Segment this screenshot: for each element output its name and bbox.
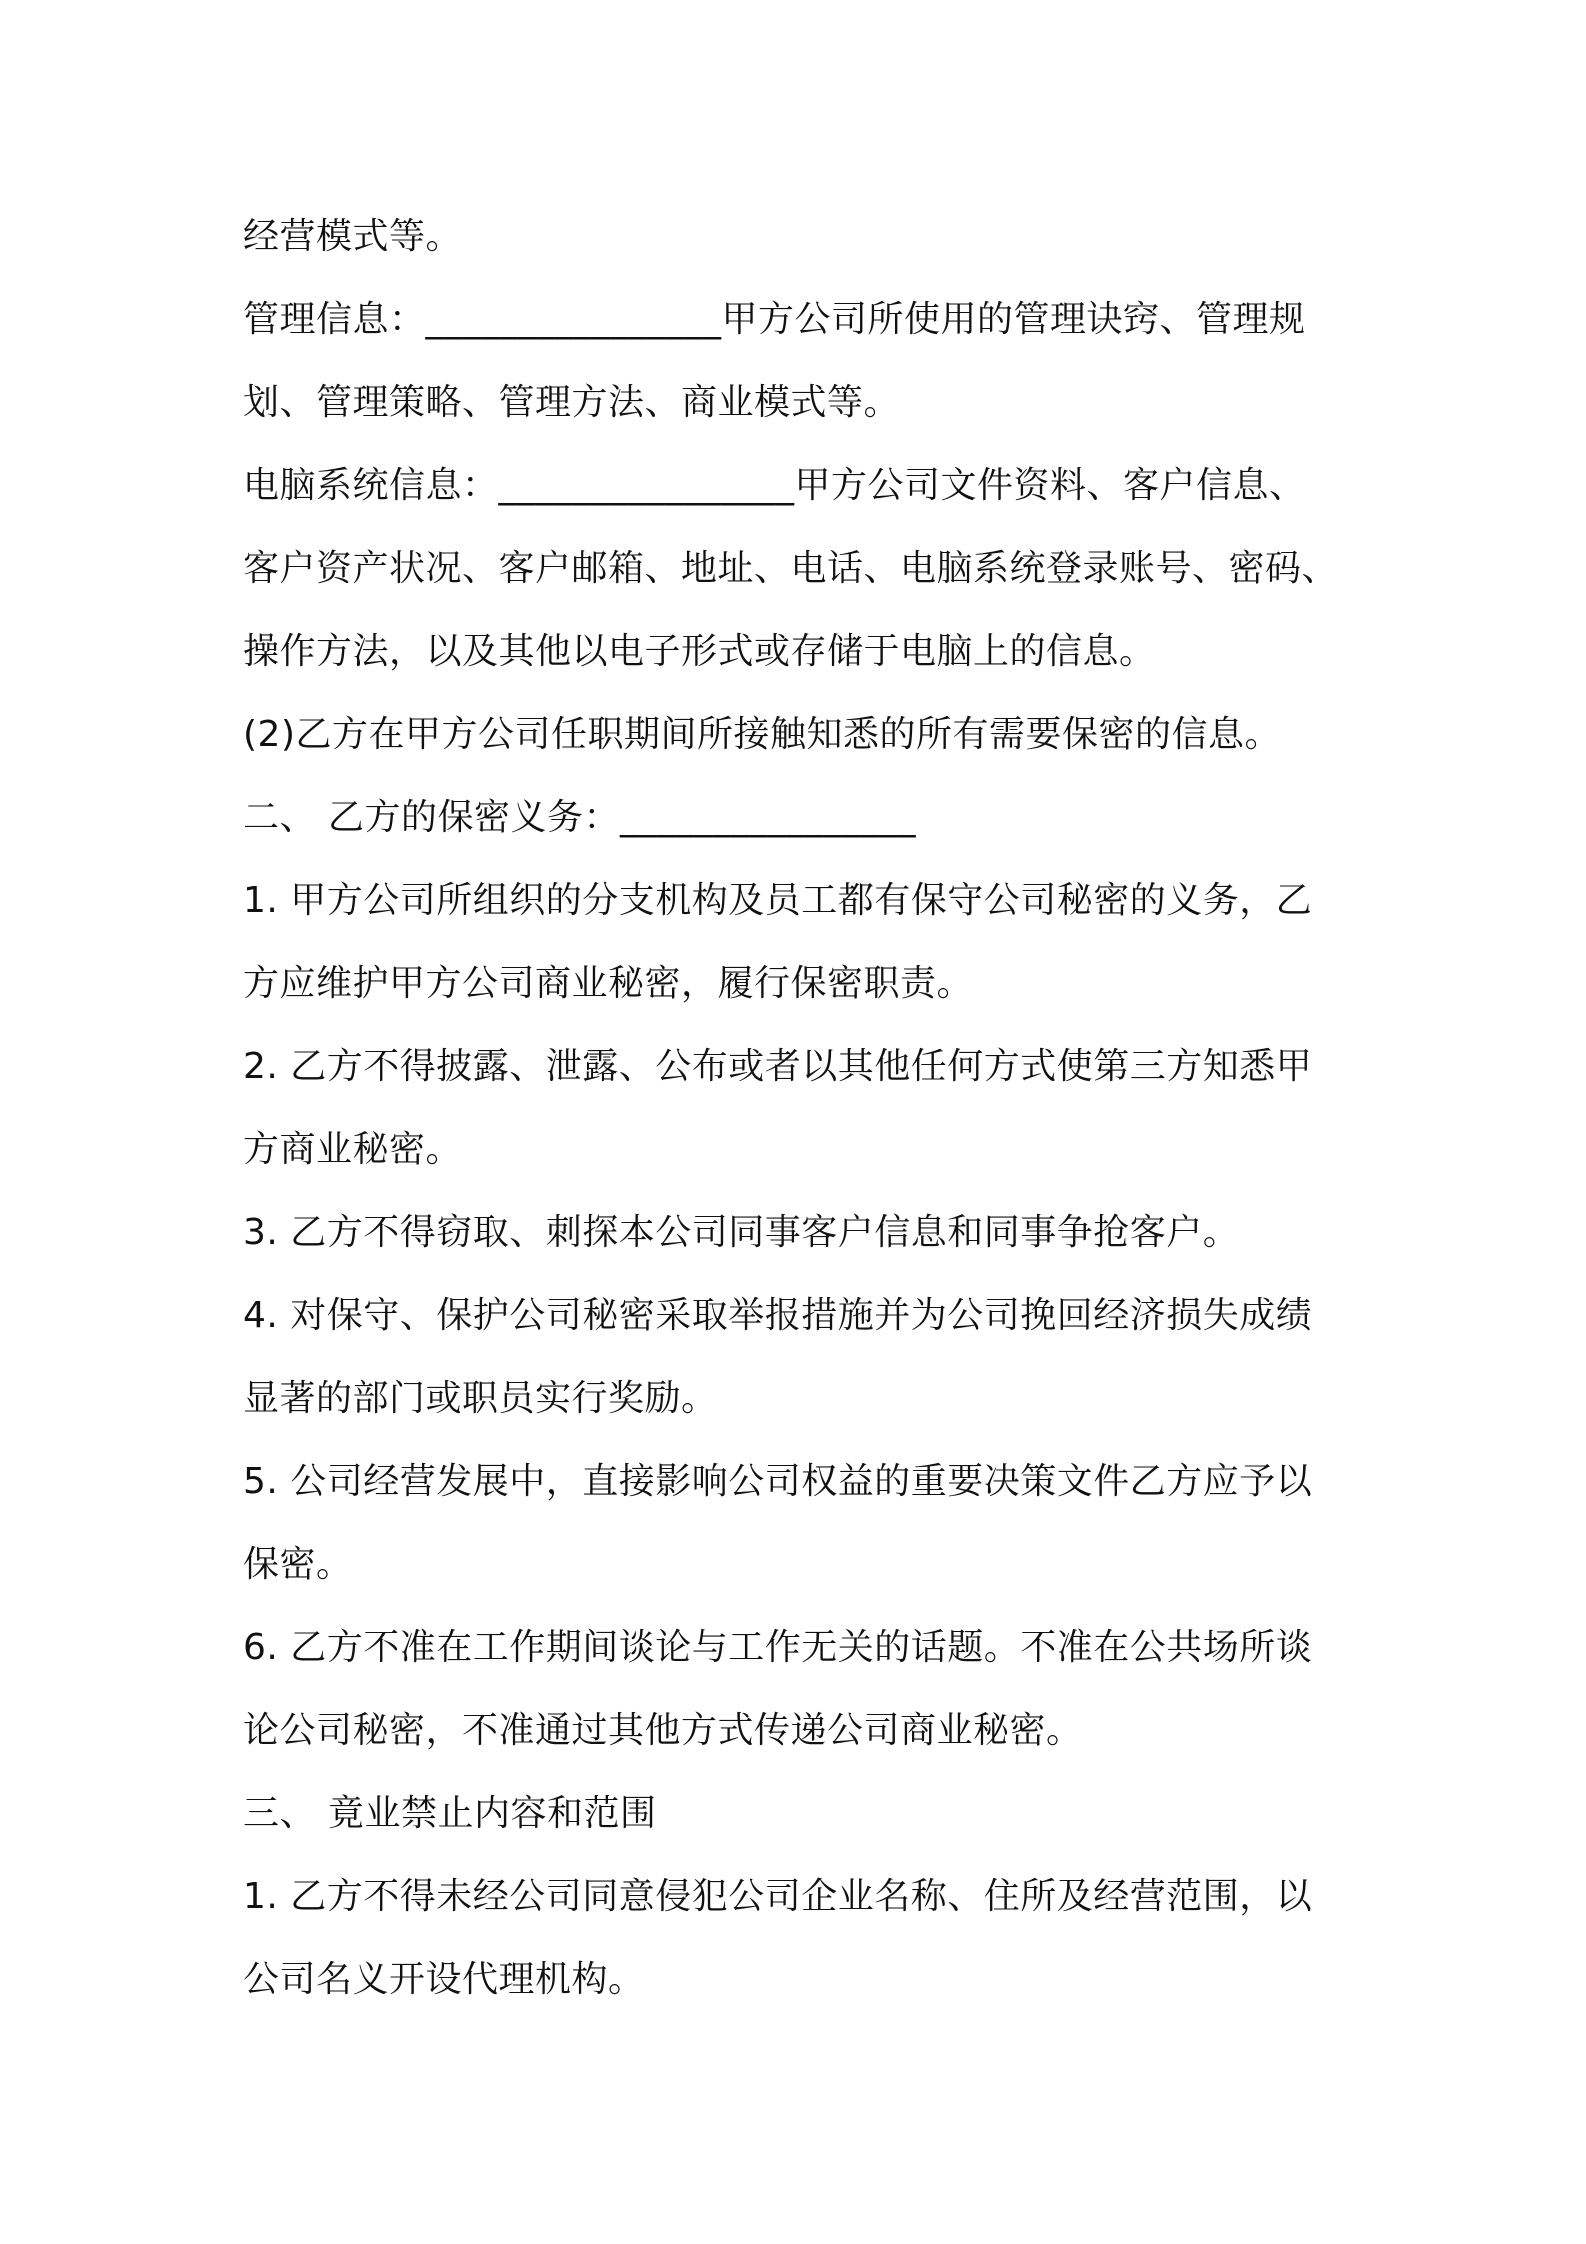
- paragraph-line: 保密。: [243, 1544, 353, 1585]
- document-body: [243, 195, 1363, 2021]
- list-item-2: 2. 乙方不得披露、泄露、公布或者以其他任何方式使第三方知悉甲: [243, 1046, 1313, 1087]
- paragraph-line: 客户资产状况、客户邮箱、地址、电话、电脑系统登录账号、密码、: [243, 548, 1339, 589]
- list-item-4: 4. 对保守、保护公司秘密采取举报措施并为公司挽回经济损失成绩: [243, 1295, 1313, 1336]
- paragraph-line: 显著的部门或职员实行奖励。: [243, 1378, 718, 1419]
- list-item-1: 1. 甲方公司所组织的分支机构及员工都有保守公司秘密的义务，乙: [243, 880, 1313, 921]
- list-item-5: 5. 公司经营发展中，直接影响公司权益的重要决策文件乙方应予以: [243, 1461, 1313, 1502]
- list-item-3: 3. 乙方不得窃取、刺探本公司同事客户信息和同事争抢客户。: [243, 1212, 1240, 1253]
- paragraph-line: 公司名义开设代理机构。: [243, 1959, 645, 2000]
- paragraph-line: 论公司秘密，不准通过其他方式传递公司商业秘密。: [243, 1710, 1083, 1751]
- section-heading-confidentiality-duty: 二、 乙方的保密义务：________________: [243, 797, 916, 838]
- list-item-6: 6. 乙方不准在工作期间谈论与工作无关的话题。不准在公共场所谈: [243, 1627, 1313, 1668]
- clause-2-line: (2)乙方在甲方公司任职期间所接触知悉的所有需要保密的信息。: [243, 714, 1281, 755]
- management-info-line: 管理信息：________________甲方公司所使用的管理诀窍、管理规: [243, 299, 1306, 340]
- paragraph-line: 经营模式等。: [243, 216, 463, 257]
- computer-system-info-line: 电脑系统信息：________________甲方公司文件资料、客户信息、: [243, 465, 1306, 506]
- section-heading-non-compete: 三、 竟业禁止内容和范围: [243, 1793, 657, 1834]
- paragraph-line: 方商业秘密。: [243, 1129, 463, 1170]
- list-item-1: 1. 乙方不得未经公司同意侵犯公司企业名称、住所及经营范围，以: [243, 1876, 1313, 1917]
- paragraph-line: 操作方法，以及其他以电子形式或存储于电脑上的信息。: [243, 631, 1156, 672]
- paragraph-line: 方应维护甲方公司商业秘密，履行保密职责。: [243, 963, 974, 1004]
- paragraph-line: 划、管理策略、管理方法、商业模式等。: [243, 382, 901, 423]
